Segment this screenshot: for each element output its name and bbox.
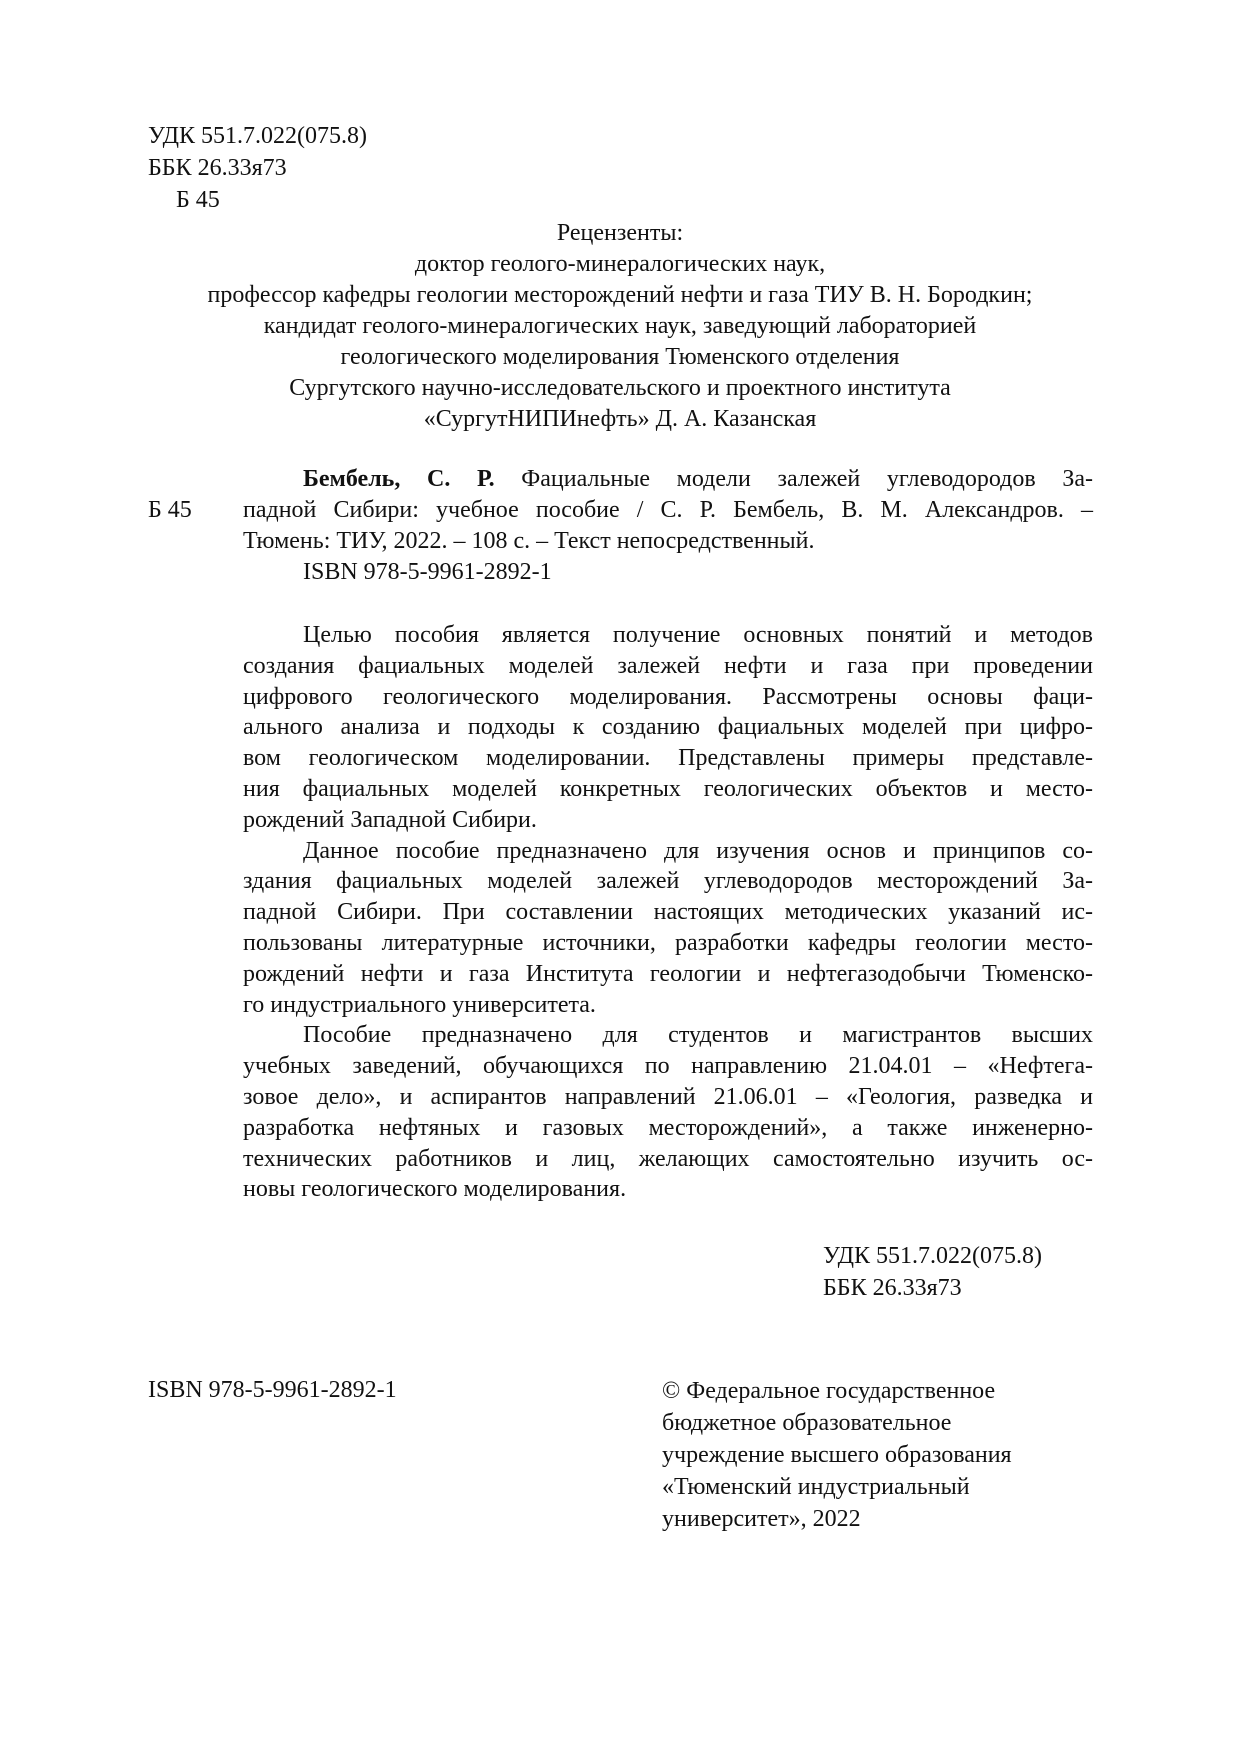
abstract-p3-line: новы геологического моделирования. [243,1176,627,1203]
reviewer-line: кандидат геолого-минералогических наук, заведующий лабораторией [263,313,977,339]
abstract-p3-line: Пособие предназначено для студентов и магистрантов высших [303,1022,1093,1049]
abstract-p3-line: разработка нефтяных и газовых месторождений», а также инженерно- [243,1114,1093,1141]
abstract-p2-line: рождений нефти и газа Института геологии и нефтегазодобычи Тюменско- [243,960,1093,987]
abstract-p2-line: пользованы литературные источники, разработки кафедры геологии место- [243,929,1093,956]
abstract-p1-line: ального анализа и подходы к созданию фациальных моделей при цифро- [243,714,1093,741]
isbn: ISBN 978-5-9961-2892-1 [148,1377,397,1403]
reviewer-line: «СургутНИПИнефть» Д. А. Казанская [423,406,817,432]
copyright-line: «Тюменский индустриальный [662,1474,970,1500]
abstract [243,620,1093,1205]
bibliography-code: Б 45 [148,497,192,523]
abstract-p3-line: учебных заведений, обучающихся по направлению 21.04.01 – «Нефтега- [243,1053,1093,1080]
bibliography-title-start: Фациальные модели залежей углеводородов За- [494,466,1093,492]
udk-code-top: УДК 551.7.022(075.8) [148,123,367,149]
abstract-p2-line: падной Сибири. При составлении настоящих методических указаний ис- [243,899,1093,926]
bibliography-isbn: ISBN 978-5-9961-2892-1 [303,559,552,585]
abstract-p3-line: зовое дело», и аспирантов направлений 21.06.01 – «Геология, разведка и [243,1083,1093,1110]
reviewer-line: Сургутского научно-исследовательского и проектного института [289,375,951,401]
bibliography-line-1 [243,464,1093,495]
reviewer-line: профессор кафедры геологии месторождений нефти и газа ТИУ В. Н. Бородкин; [207,282,1033,308]
bibliography-line-2: падной Сибири: учебное пособие / С. Р. Бембель, В. М. Александров. – [243,497,1093,523]
abstract-p2-line: го индустриального университета. [243,991,596,1018]
copyright-line: бюджетное образовательное [662,1410,952,1436]
abstract-p1-line: цифрового геологического моделирования. Рассмотрены основы фаци- [243,683,1093,710]
abstract-p1-line: вом геологическом моделировании. Представлены примеры представле- [243,745,1093,772]
author-code-top: Б 45 [176,187,220,213]
abstract-p1-line: Целью пособия является получение основных понятий и методов [303,622,1093,648]
abstract-p2-line: здания фациальных моделей залежей углеводородов месторождений За- [243,868,1093,895]
reviewers-title: Рецензенты: [556,220,684,246]
udk-code-bottom: УДК 551.7.022(075.8) [823,1243,1042,1269]
bibliography-line-3: Тюмень: ТИУ, 2022. – 108 с. – Текст непосредственный. [243,528,815,554]
copyright-block [662,1375,1012,1535]
abstract-p3-line: технических работников и лиц, желающих самостоятельно изучить ос- [243,1145,1093,1172]
bbk-code-bottom: ББК 26.33я73 [823,1275,962,1301]
reviewer-line: доктор геолого-минералогических наук, [414,251,826,277]
bibliography-author: Бембель, С. Р. [303,466,495,492]
copyright-line: университет», 2022 [662,1506,861,1532]
reviewer-line: геологического моделирования Тюменского отделения [340,344,900,370]
bibliography-record [243,464,1093,588]
copyright-line: © Федеральное государственное [662,1378,996,1404]
reviewers-block [150,218,1090,435]
bbk-code-top: ББК 26.33я73 [148,155,287,181]
abstract-p1-line: ния фациальных моделей конкретных геологических объектов и место- [243,775,1093,802]
abstract-p2-line: Данное пособие предназначено для изучения основ и принципов со- [303,837,1093,864]
copyright-line: учреждение высшего образования [662,1442,1012,1468]
abstract-p1-line: рождений Западной Сибири. [243,806,537,833]
abstract-p1-line: создания фациальных моделей залежей нефти и газа при проведении [243,652,1093,679]
